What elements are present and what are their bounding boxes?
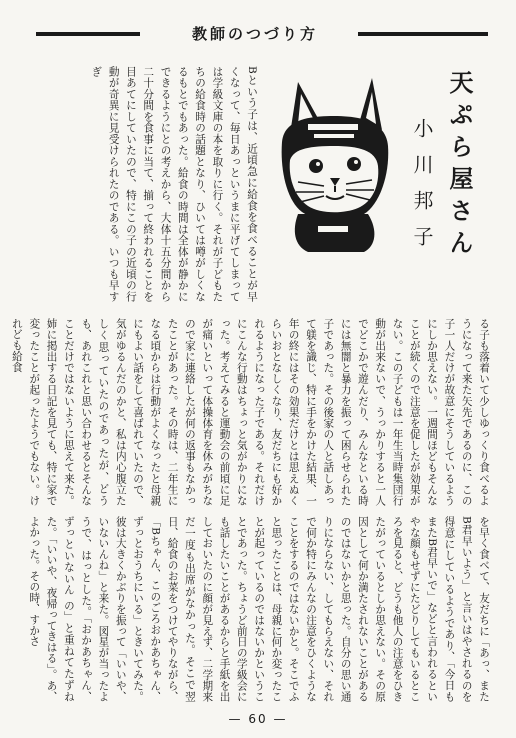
cat-illustration bbox=[268, 64, 398, 254]
body-text-middle: る子も落着いて少しゆっくり食べるようになって来た矢先であるのに、この子一人だけが故意にそうしているようにしか思えない。一週間ほどもそんなことが続くので注意を促したが効果がない。この子どもは一年生当時集団行動が出来ないで、うっかりすると一人でどこかで遊んだり、みんなといる時には無闇と暴力を振って困らせられた子であった。その後家の人と話しあって躾を識じ、特に手をかけた結果、一年の終にはその効果だけとは思えぬくらいおとなしくなり、友だちにも好かれるようになった子である。それだけにこんな行動はちょっと気がかりになった。考えてみると運動会の前頃に足が痛いといって体操体育を休みがちなので家に連絡したが何の返事もなかったことがあった。その時は、二年生になる頃からは行動がよくなったと母親にもよい話をして喜ばれていたので、気がゆるんだのかと、私は内心腹立たしく思っていたのであったが、どうも、あれこれと思い合わせるとそんなことだけではないように思えて来た。姉に掲出する日記を見ても、特に家で変ったことが起ったようでもない。けれども給食 bbox=[10, 318, 490, 506]
page-number: — 60 — bbox=[228, 712, 288, 726]
section-header bbox=[36, 22, 488, 46]
body-text-top: Bという子は、近頃急に給食を食べることが早くなって、毎日あっというまに平げてしまっては学級文庫の本を取りに行く。それが子どもたちの給食時の話題となり、ひいては噂がしくなるもとでもあった。給食の時間は全体が静かにできるようにとの考えから、大体十五分間から二十分間を食事に当て、揃って終われることを目あてにしていたので、特にこの子の近頃の行動が奇異に見受けられたのである。いつも早すぎ bbox=[90, 66, 258, 302]
article-author: 小川邦子 bbox=[410, 118, 434, 262]
header-rule-right bbox=[358, 32, 488, 36]
body-text-bottom: を早く食べて、友だちに「あっ、またB君早いよう」と言いはやされるのを得意にしているようであり、「今日もまたB君早いで」などと言われるといやな顔もせずにたどりしてもいるところを見ると、どうも他人の注意をひきたがっているとしか思えない。その原因として何か満たされないことがあるのではないかと思った。自分の思い通りにならない、してもらえない、それで何か特にみんなの注意をひくようなことをするのではないかと。そこでふと思ったことは、母親に何か変ったことが起っているのではないかということであった。ちょうど前日の学級会にも話したいことがあるからと手紙を出しておいたのに顔が見えず、二学期来だ一度も出席がなかった。そこで翌日、給食のお菜をつけてやりながら、「Bちゃん、このごろおかあちゃん、ずっとおうちにいる」ときいてみた。彼は大きくかぶりを振って「いいや、いないんね」と来た。図星が当ったようで、はっとした。「おかあちゃん、ずっといないん の」と重ねてたずねた。「いいや、夜帰ってきはる」。あ、よかった。その時、すかさ bbox=[28, 516, 490, 702]
article-title: 天ぷら屋さん bbox=[445, 70, 474, 262]
header-rule-left bbox=[36, 32, 140, 36]
section-title: 教師のつづり方 bbox=[191, 25, 318, 43]
